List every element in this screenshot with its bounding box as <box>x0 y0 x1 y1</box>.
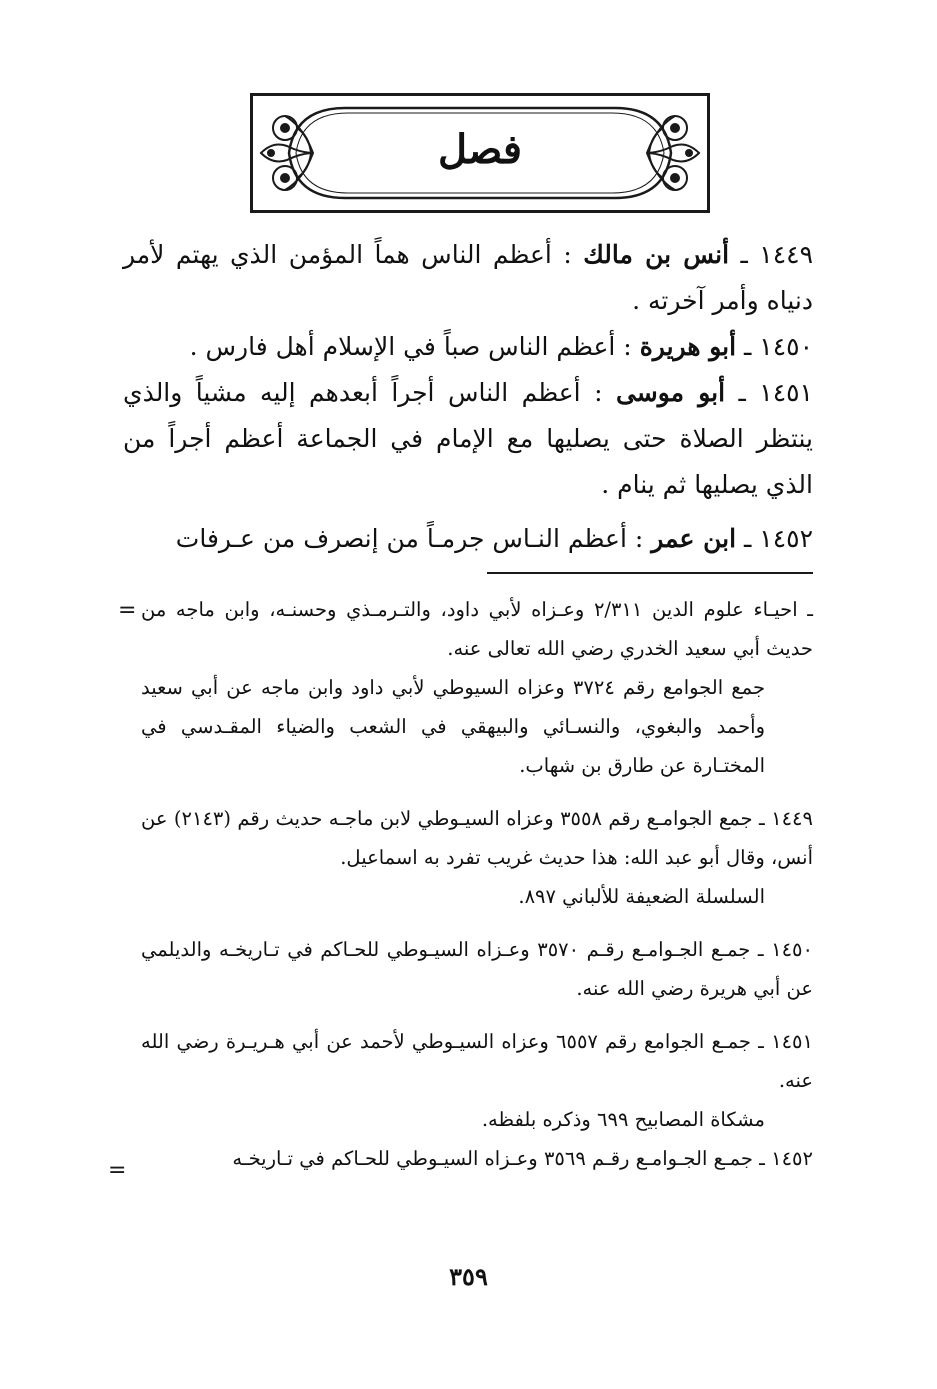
narrator-name: أبو موسى <box>615 378 726 407</box>
section-title: فصل <box>437 126 523 173</box>
footnote-1450: ١٤٥٠ ـ جمـع الجـوامـع رقـم ٣٥٧٠ وعـزاه السيـوطي للحـاكم في تـاريخـه والديلمي عن أبي هريرة رضي الله عنه. <box>141 938 814 1000</box>
main-text <box>123 232 813 562</box>
entry-number: ١٤٥٠ ـ <box>744 332 813 361</box>
narrator-name: أنس بن مالك <box>583 240 730 269</box>
footnote-silsila: السلسلة الضعيفة للألباني ٨٩٧. <box>518 885 765 908</box>
footnote-1452: ١٤٥٢ ـ جمـع الجـوامـع رقـم ٣٥٦٩ وعـزاه السيـوطي للحـاكم في تـاريخـه <box>232 1147 813 1170</box>
entry-text: : أعظم الناس أجراً أبعدهم إليه مشياً والذي ينتظر الصلاة حتى يصليها مع الإمام في الجماعة أعظم أجراً من الذي يصليها ثم ينام . <box>123 378 813 499</box>
entry-number: ١٤٤٩ ـ <box>740 240 813 269</box>
entry-number: ١٤٥١ ـ <box>738 378 813 407</box>
entry-text: : أعظم النـاس جرمـاً من إنصرف من عـرفات <box>175 524 652 553</box>
continuation-mark-bottom: = <box>108 1158 127 1183</box>
footnote-1451: ١٤٥١ ـ جمـع الجوامع رقم ٦٥٥٧ وعزاه السيـوطي لأحمد عن أبي هـريـرة رضي الله عنه. <box>141 1030 813 1092</box>
entry-1451 <box>123 370 813 508</box>
footnote-separator <box>487 572 813 574</box>
narrator-name: أبو هريرة <box>639 332 737 361</box>
footnotes <box>141 590 813 1178</box>
page-number: ٣٥٩ <box>449 1262 488 1291</box>
title-cartouche <box>250 93 710 213</box>
footnote-jami-3724: جمع الجوامع رقم ٣٧٢٤ وعزاه السيوطي لأبي داود وابن ماجه عن أبي سعيد وأحمد والبغوي، والنسـائي والبيهقي في الشعب والضياء المقـدسي في المختـارة عن طارق بن شهاب. <box>141 676 766 777</box>
entry-1449 <box>123 232 813 324</box>
footnote-mishkat: مشكاة المصابيح ٦٩٩ وذكره بلفظه. <box>481 1108 765 1131</box>
entry-number: ١٤٥٢ ـ <box>744 524 813 553</box>
continuation-mark-top: = <box>118 598 137 623</box>
entry-1452 <box>123 516 813 562</box>
footnote-ihya: ـ احيـاء علوم الدين ٢/٣١١ وعـزاه لأبي داود، والتـرمـذي وحسنـه، وابن ماجه من حديث أبي سعيد الخدري رضي الله تعالى عنه. <box>141 598 813 660</box>
entry-1450 <box>123 324 813 370</box>
entry-text: : أعظم الناس صباً في الإسلام أهل فارس . <box>189 332 640 361</box>
footnote-1449: ١٤٤٩ ـ جمع الجوامـع رقم ٣٥٥٨ وعزاه السيـوطي لابن ماجـه حديث رقم (٢١٤٣) عن أنس، وقال أبو عبد الله: هذا حديث غريب تفرد به اسماعيل. <box>141 807 813 869</box>
entry-text: : أعظم الناس هماً المؤمن الذي يهتم لأمر دنياه وأمر آخرته . <box>123 240 813 315</box>
narrator-name: ابن عمر <box>651 524 737 553</box>
